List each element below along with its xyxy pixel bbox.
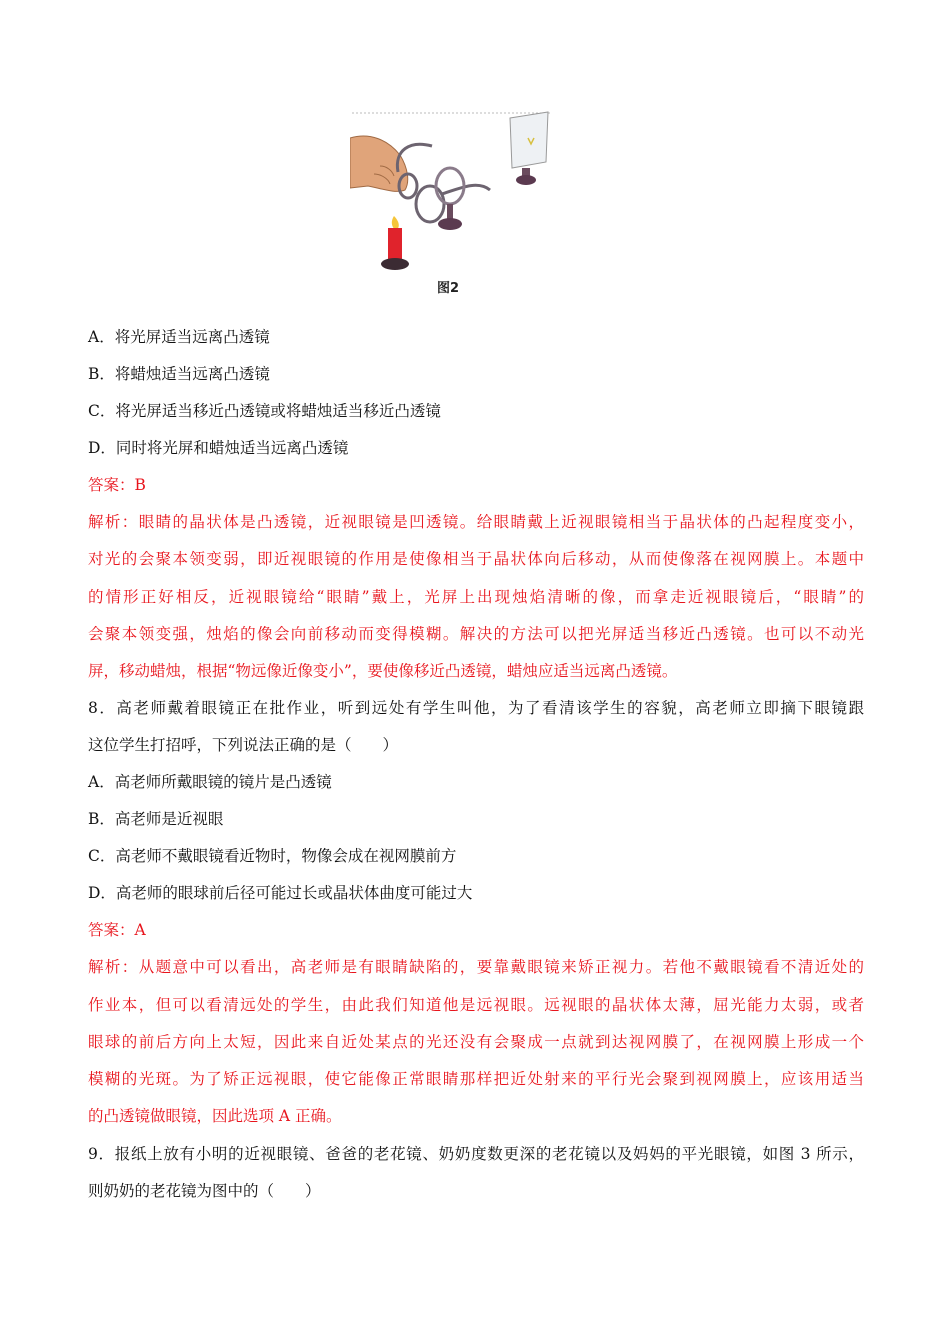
q8-analysis-line: 解析：从题意中可以看出，高老师是有眼睛缺陷的，要靠戴眼镜来矫正视力。若他不戴眼镜看不清近处的 <box>88 958 864 976</box>
q8-analysis-line: 眼球的前后方向上太短，因此来自近处某点的光还没有会聚成一点就到达视网膜了，在视网膜上形成一个 <box>88 1033 864 1051</box>
q7-analysis-line: 屏，移动蜡烛，根据“物远像近像变小”，要使像移近凸透镜，蜡烛应适当远离凸透镜。 <box>88 662 678 680</box>
q8-analysis-line: 作业本，但可以看清远处的学生，由此我们知道他是远视眼。远视眼的晶状体太薄，屈光能力太弱，或者 <box>88 996 864 1014</box>
q7-option-d: D．同时将光屏和蜡烛适当远离凸透镜 <box>88 439 349 457</box>
convex-lens <box>436 168 464 230</box>
light-screen <box>510 112 548 185</box>
candle <box>381 216 409 270</box>
q7-analysis-line: 的情形正好相反，近视眼镜给“眼睛”戴上，光屏上出现烛焰清晰的像，而拿走近视眼镜后，“眼睛”的 <box>88 588 864 606</box>
q7-option-b: B．将蜡烛适当远离凸透镜 <box>88 365 270 383</box>
q8-analysis-line: 的凸透镜做眼镜，因此选项 A 正确。 <box>88 1107 342 1125</box>
q8-answer: 答案：A <box>88 921 146 939</box>
q7-answer: 答案：B <box>88 476 146 494</box>
q8-option-c: C．高老师不戴眼镜看近物时，物像会成在视网膜前方 <box>88 847 457 865</box>
q7-analysis-line: 解析：眼睛的晶状体是凸透镜，近视眼镜是凹透镜。给眼睛戴上近视眼镜相当于晶状体的凸起程度变小， <box>88 513 864 531</box>
q8-stem-line: 这位学生打招呼，下列说法正确的是（ ） <box>88 736 399 754</box>
figure-caption: 图2 <box>437 281 460 296</box>
q7-analysis-line: 对光的会聚本领变弱，即近视眼镜的作用是使像相当于晶状体向后移动，从而使像落在视网膜上。本题中 <box>88 550 864 568</box>
q7-option-a: A．将光屏适当远离凸透镜 <box>88 328 270 346</box>
q8-option-d: D．高老师的眼球前后径可能过长或晶状体曲度可能过大 <box>88 884 473 902</box>
q8-stem-line: 8．高老师戴着眼镜正在批作业，听到远处有学生叫他，为了看清该学生的容貌，高老师立即摘下眼镜跟 <box>88 699 864 717</box>
q7-option-c: C．将光屏适当移近凸透镜或将蜡烛适当移近凸透镜 <box>88 402 441 420</box>
q8-option-a: A．高老师所戴眼镜的镜片是凸透镜 <box>88 773 332 791</box>
glasses <box>397 144 490 222</box>
lens-experiment-figure <box>350 110 555 300</box>
lens-experiment-illustration <box>350 110 555 280</box>
q8-option-b: B．高老师是近视眼 <box>88 810 224 828</box>
q9-stem-line: 9．报纸上放有小明的近视眼镜、爸爸的老花镜、奶奶度数更深的老花镜以及妈妈的平光眼镜，如图 3 所示， <box>88 1145 864 1163</box>
q9-stem-line: 则奶奶的老花镜为图中的（ ） <box>88 1182 321 1200</box>
q8-analysis-line: 模糊的光斑。为了矫正远视眼，使它能像正常眼睛那样把近处射来的平行光会聚到视网膜上，应该用适当 <box>88 1070 864 1088</box>
q7-analysis-line: 会聚本领变强，烛焰的像会向前移动而变得模糊。解决的方法可以把光屏适当移近凸透镜。也可以不动光 <box>88 625 864 643</box>
